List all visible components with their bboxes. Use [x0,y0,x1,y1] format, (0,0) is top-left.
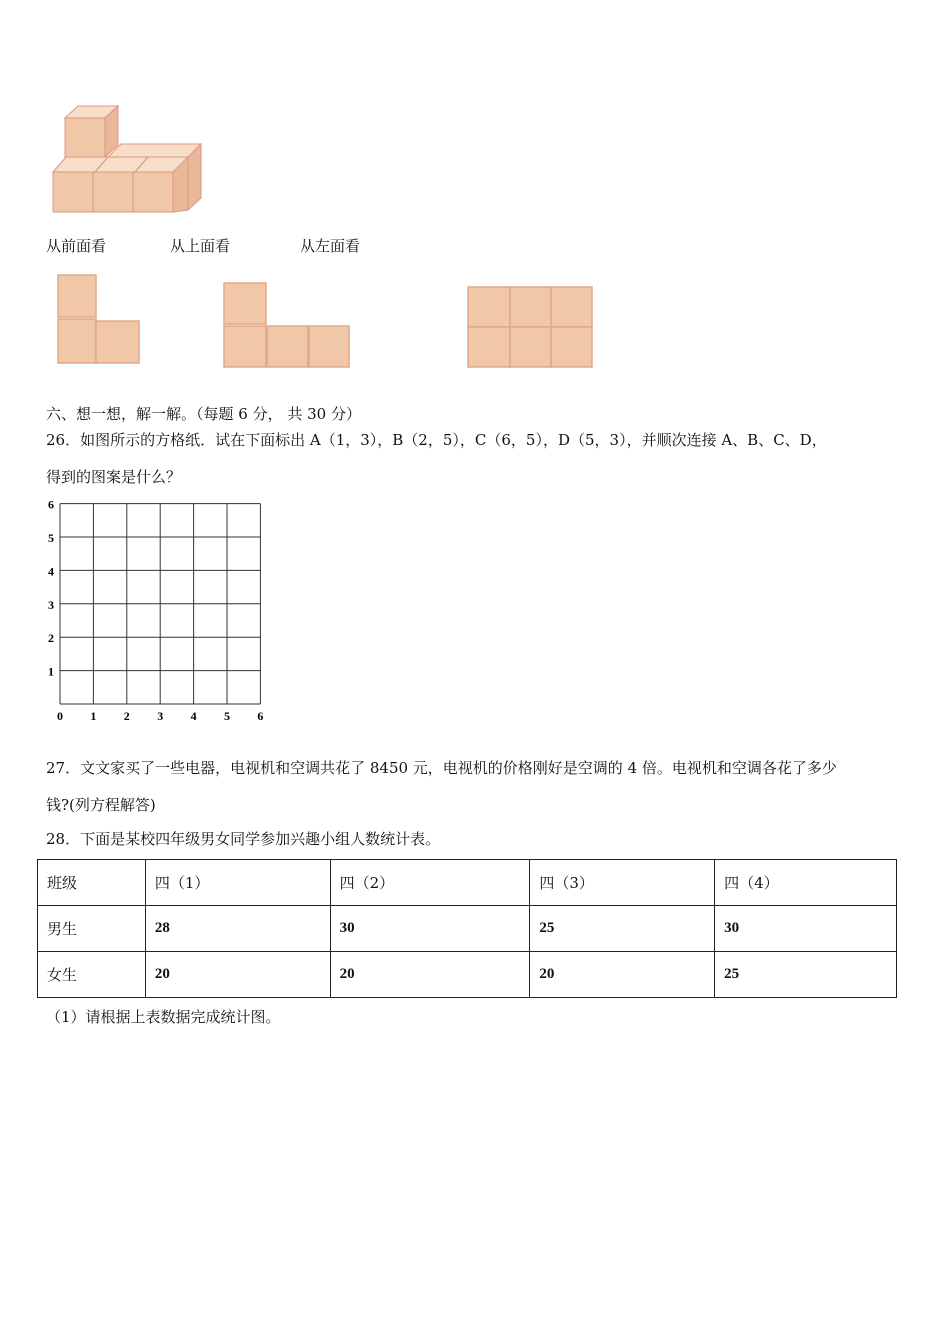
y-tick-label: 6 [48,497,54,512]
x-tick-label: 4 [190,709,197,723]
y-tick-label: 2 [48,631,54,646]
x-tick-label: 0 [57,709,63,723]
table-row-boys [38,906,897,952]
front-view-label: 从前面看 [46,237,107,255]
table-cell: 25 [715,952,897,998]
q27-text-line1: 27．文文家买了一些电器，电视机和空调共花了 8450 元，电视机的价格刚好是空调的 4 倍。电视机和空调各花了多少 [46,759,837,777]
table-cell: 20 [145,952,330,998]
table-header-cell: 四（4） [715,860,897,906]
y-tick-label: 1 [48,664,54,679]
section-6-heading: 六、想一想，解一解。（每题 6 分， 共 30 分） [46,405,361,423]
table-header-cell: 四（2） [330,860,530,906]
table-cell: 28 [145,906,330,952]
interest-group-table [37,859,897,998]
table-cell: 20 [330,952,530,998]
row-label: 男生 [38,906,146,952]
x-tick-label: 6 [257,709,264,723]
table-header-row [38,860,897,906]
table-cell: 30 [715,906,897,952]
q28-sub1: （1）请根据上表数据完成统计图。 [46,1008,281,1026]
table-cell: 30 [330,906,530,952]
table-cell: 25 [530,906,715,952]
q27-text-line2: 钱?(列方程解答) [46,796,156,814]
x-tick-label: 2 [123,709,130,723]
y-tick-label: 5 [48,531,54,545]
left-view-label: 从左面看 [300,237,361,255]
table-header-cell: 四（3） [530,860,715,906]
row-label: 女生 [38,952,146,998]
table-header-cell: 班级 [38,860,146,906]
y-tick-label: 4 [48,564,54,579]
q28-intro: 28．下面是某校四年级男女同学参加兴趣小组人数统计表。 [46,830,441,848]
x-tick-label: 1 [90,709,97,723]
top-view-label: 从上面看 [170,237,231,255]
y-tick-label: 3 [48,597,54,612]
table-cell: 20 [530,952,715,998]
x-tick-label: 5 [224,709,230,723]
q26-text-line2: 得到的图案是什么？ [46,468,182,486]
table-row-girls [38,952,897,998]
q26-text-line1: 26．如图所示的方格纸．试在下面标出 A（1，3），B（2，5），C（6，5），D（5，3），并顺次连接 A、B、C、D， [46,431,827,449]
table-header-cell: 四（1） [145,860,330,906]
x-tick-label: 3 [157,709,164,723]
